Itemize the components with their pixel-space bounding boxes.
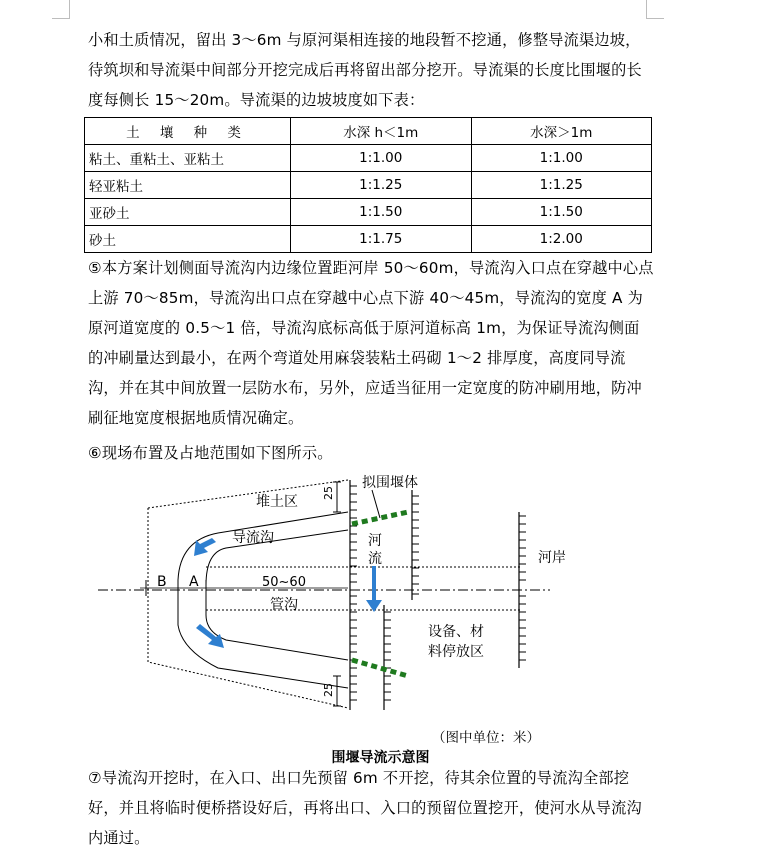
table-cell: 1:1.25 <box>291 172 471 199</box>
cofferdam-diversion-diagram <box>90 468 566 718</box>
label-planned-cofferdam: 拟围堰体 <box>362 475 418 491</box>
table-cell: 1:2.00 <box>471 226 652 253</box>
label-dim-25-top: 25 <box>322 486 335 500</box>
table-cell: 砂土 <box>85 226 291 253</box>
table-row <box>85 199 652 226</box>
label-a: A <box>189 574 199 590</box>
table-cell: 粘土、重粘土、亚粘土 <box>85 145 291 172</box>
label-distance: 50~60 <box>262 575 306 590</box>
crop-mark-top-right-h <box>646 18 664 19</box>
table-cell: 1:1.25 <box>471 172 652 199</box>
cofferdam-leader <box>372 490 380 518</box>
flow-arrow-river <box>366 566 382 612</box>
table-cell: 1:1.75 <box>291 226 471 253</box>
table-row <box>85 226 652 253</box>
figure-caption: 围堰导流示意图 <box>331 750 430 766</box>
crop-mark-top-left-h <box>52 18 70 19</box>
table-cell: 1:1.00 <box>471 145 652 172</box>
paragraph-item-7: ⑦导流沟开挖时，在入口、出口先预留 6m 不开挖，待其余位置的导流沟全部挖好，并且将临时便桥搭设好后，再将出口、入口的预留位置挖开，使河水从导流沟内通过。 <box>88 769 642 847</box>
label-river-1: 河 <box>368 533 382 549</box>
label-equipment-1: 设备、材 <box>428 624 484 640</box>
label-equipment-2: 料停放区 <box>428 644 484 660</box>
label-b: B <box>157 574 167 590</box>
table-row <box>85 145 652 172</box>
figure-unit-note: （图中单位：米） <box>432 730 540 746</box>
label-dim-25-bottom: 25 <box>322 683 335 697</box>
table-header-row <box>85 118 652 145</box>
far-bank-hatch <box>519 516 526 660</box>
table-row <box>85 172 652 199</box>
label-riverbank: 河岸 <box>538 550 566 566</box>
table-cell: 亚砂土 <box>85 199 291 226</box>
bank-hatch-left <box>350 486 357 700</box>
crop-mark-top-right <box>646 0 647 18</box>
bank-hatch-right <box>384 496 419 700</box>
table-header-deep: 水深＞1m <box>471 118 652 145</box>
ditch-inner-line <box>206 530 348 660</box>
paragraph-item-6: ⑥现场布置及占地范围如下图所示。 <box>88 444 333 462</box>
label-diversion-ditch: 导流沟 <box>232 530 274 546</box>
table-cell: 轻亚粘土 <box>85 172 291 199</box>
label-dump-area: 堆土区 <box>256 494 298 510</box>
cofferdam-lower <box>352 660 408 676</box>
crop-mark-top-left <box>69 0 70 18</box>
table-header-soil-type: 土 壤 种 类 <box>85 118 291 145</box>
label-river-2: 流 <box>368 551 382 567</box>
table-cell: 1:1.00 <box>291 145 471 172</box>
table-cell: 1:1.50 <box>471 199 652 226</box>
table-cell: 1:1.50 <box>291 199 471 226</box>
paragraph-intro: 小和土质情况，留出 3～6m 与原河渠相连接的地段暂不挖通，修整导流渠边坡，待筑坝和导流渠中间部分开挖完成后再将留出部分挖开。导流渠的长度比围堰的长度每侧长 15～20m。导流渠的边坡坡度如下表： <box>88 31 642 109</box>
paragraph-item-5: ⑤本方案计划侧面导流沟内边缘位置距河岸 50～60m，导流沟入口点在穿越中心点上游 70～85m，导流沟出口点在穿越中心点下游 40～45m，导流沟的宽度 A 为原河道宽度的 0.5～1 倍，导流沟底标高低于原河道标高 1m，为保证导流沟侧面的冲刷量达到最小，在两个弯道处用麻袋装粘土码砌 1～2 排厚度，高度同导流沟，并在其中间放置一层防水布，另外，应适当征用一定宽度的防冲刷用地，防冲刷征地宽度根据地质情况确定。 <box>88 259 654 427</box>
table-header-shallow: 水深 h＜1m <box>291 118 471 145</box>
label-pipe-trench: 管沟 <box>270 597 298 613</box>
slope-table <box>84 117 652 253</box>
